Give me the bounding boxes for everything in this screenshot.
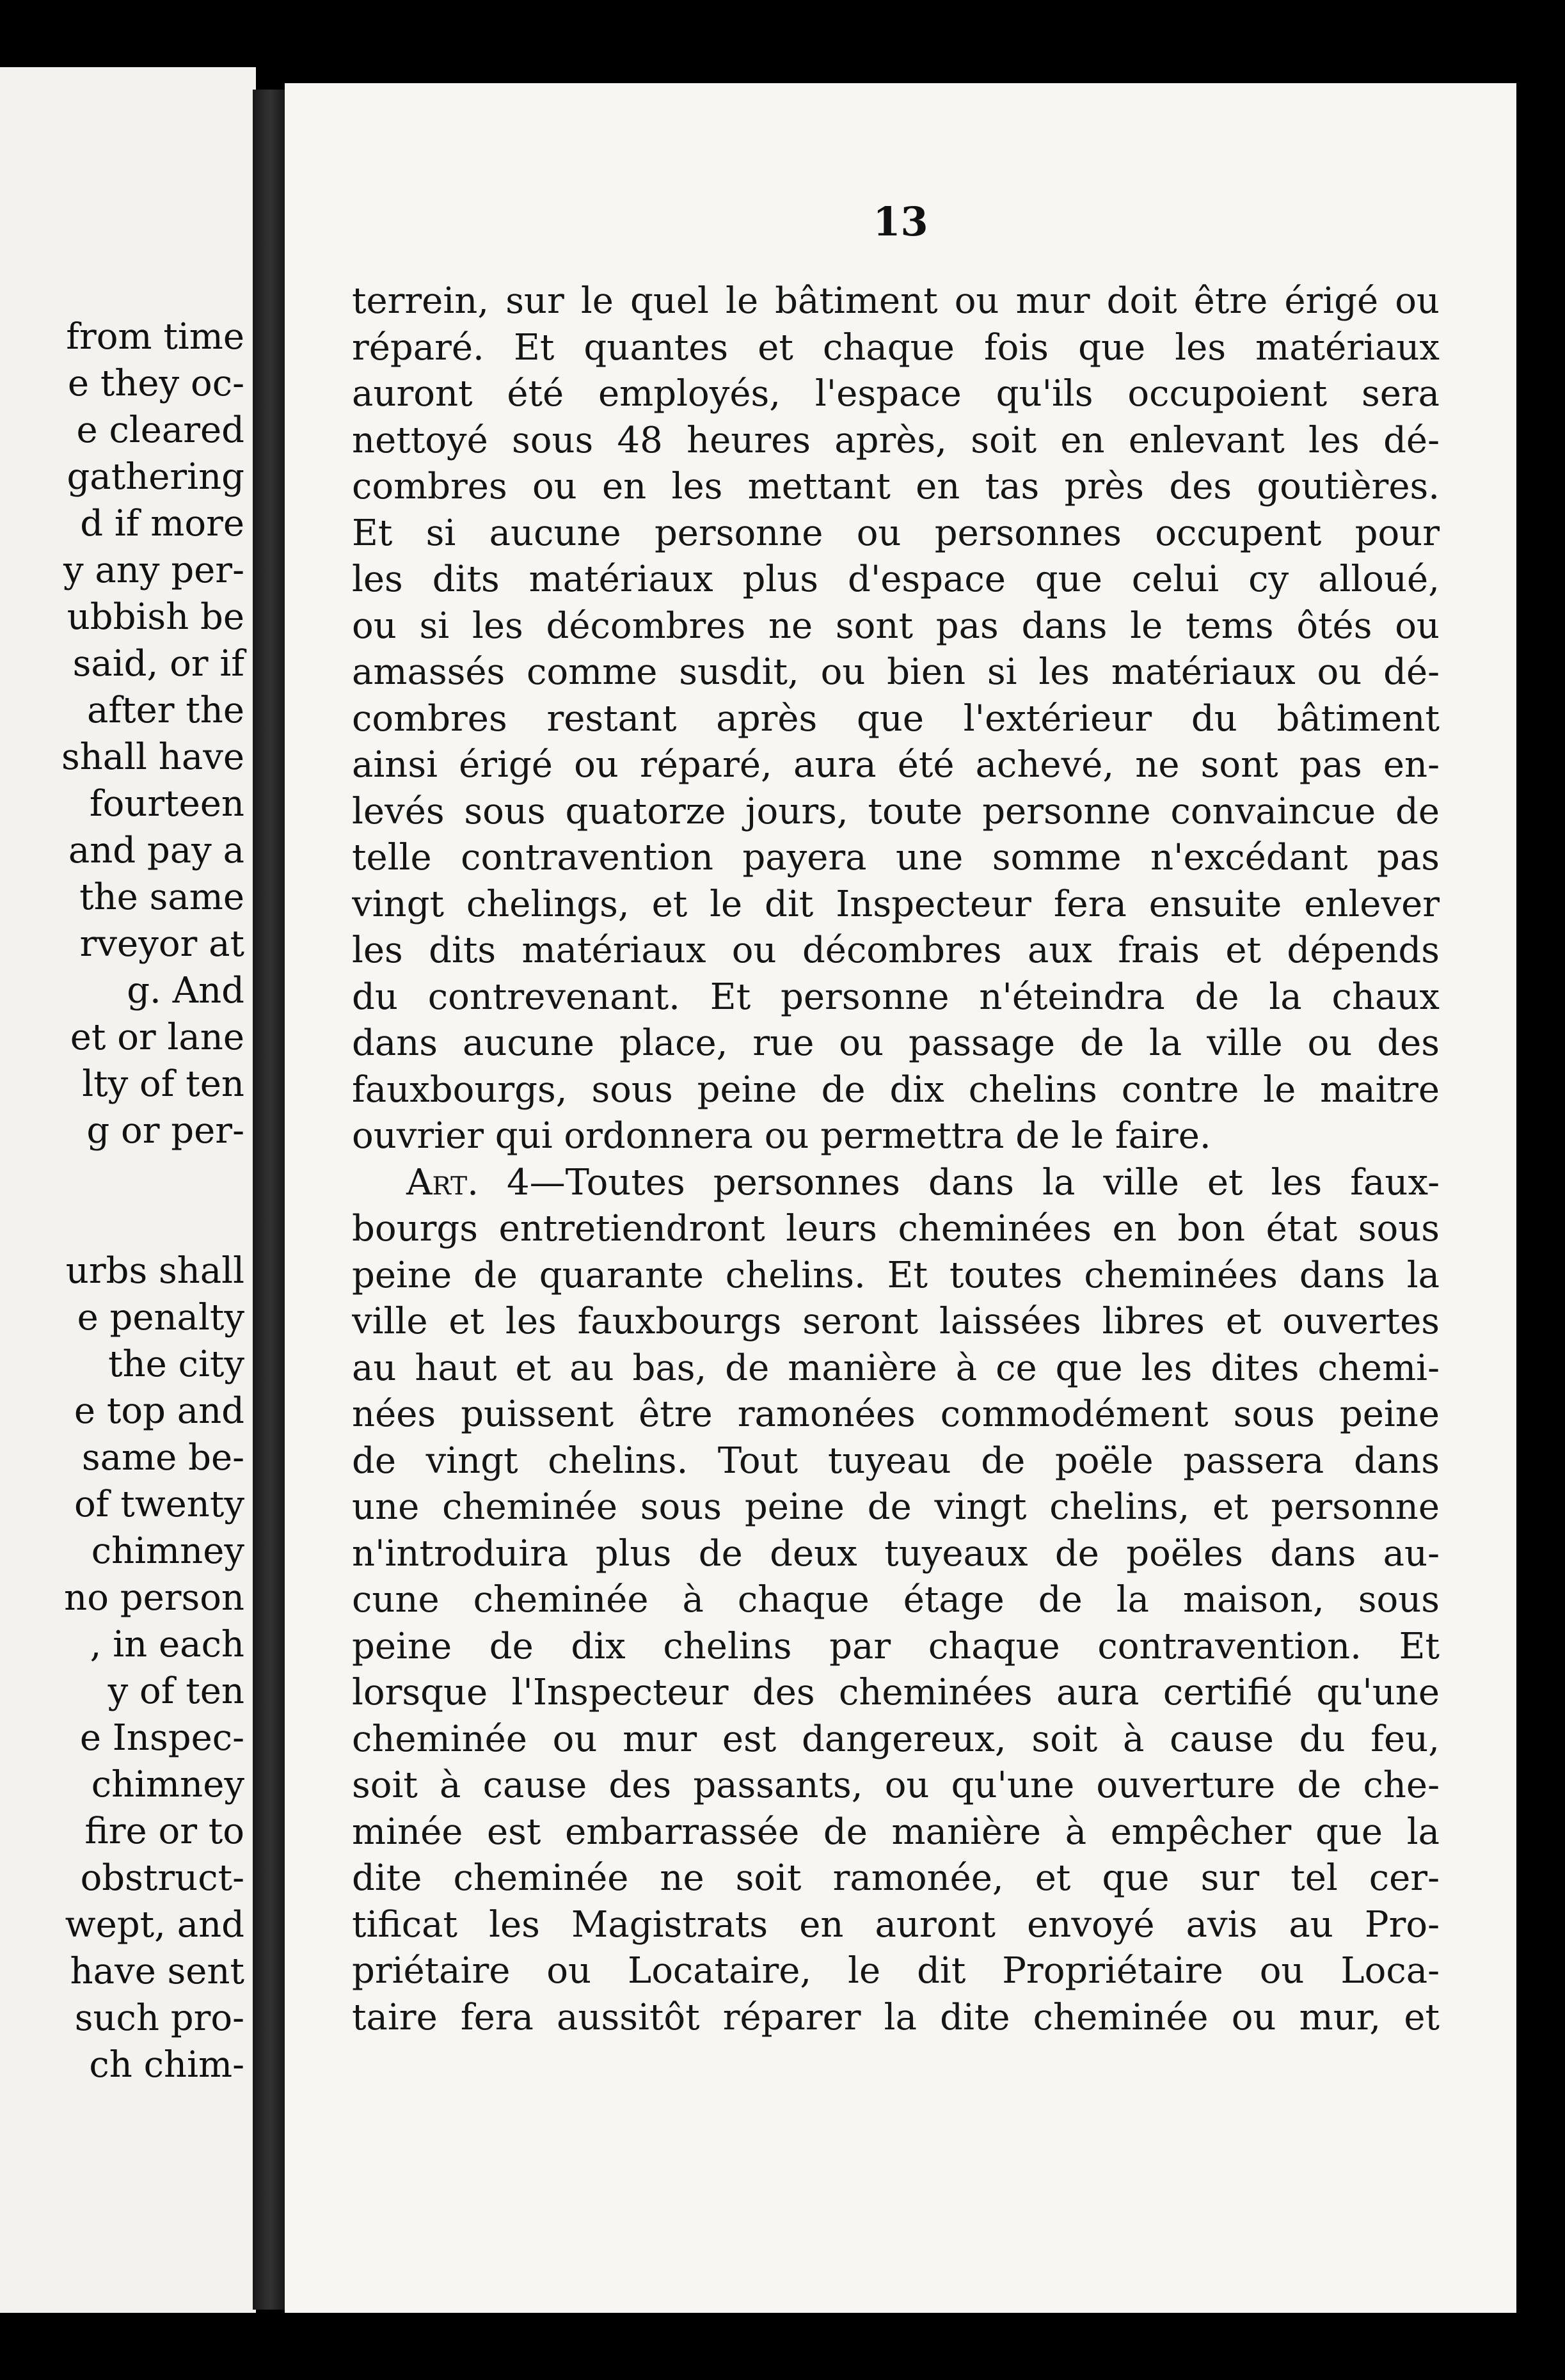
left-line: the city bbox=[108, 1344, 244, 1385]
text-line: de vingt chelins. Tout tuyeau de poële passera dans bbox=[352, 1440, 1440, 1482]
left-line: shall have bbox=[61, 736, 244, 778]
left-line: et or lane bbox=[70, 1017, 244, 1058]
text-line: combres ou en les mettant en tas près des goutières. bbox=[352, 466, 1440, 507]
text-line: levés sous quatorze jours, toute personne convaincue de bbox=[352, 790, 1440, 832]
left-line: ch chim- bbox=[89, 2044, 244, 2086]
text-line: combres restant après que l'extérieur du bâtiment bbox=[352, 697, 1440, 740]
left-line: e top and bbox=[74, 1390, 244, 1432]
text-line: ouvrier qui ordonnera ou permettra de le faire. bbox=[352, 1115, 1211, 1157]
left-line: fire or to bbox=[84, 1811, 244, 1852]
text-line: peine de quarante chelins. Et toutes cheminées dans la bbox=[352, 1254, 1440, 1296]
text-line: ainsi érigé ou réparé, aura été achevé, ne sont pas en- bbox=[352, 744, 1440, 786]
left-page-fragment bbox=[0, 67, 256, 2313]
text-line: bourgs entretiendront leurs cheminées en bon état sous bbox=[352, 1208, 1440, 1250]
text-line: peine de dix chelins par chaque contravention. Et bbox=[352, 1625, 1440, 1667]
left-line: said, or if bbox=[72, 643, 244, 685]
left-line: y of ten bbox=[107, 1670, 244, 1712]
text-line: lorsque l'Inspecteur des cheminées aura certifié qu'une bbox=[352, 1672, 1440, 1713]
left-line: rveyor at bbox=[79, 923, 244, 965]
left-line: chimney bbox=[91, 1764, 244, 1805]
text-line: réparé. Et quantes et chaque fois que les matériaux bbox=[352, 326, 1440, 369]
left-line: obstruct- bbox=[80, 1857, 244, 1899]
text-line: cune cheminée à chaque étage de la maison, sous bbox=[352, 1579, 1440, 1621]
text-line: ou si les décombres ne sont pas dans le tems ôtés ou bbox=[352, 605, 1440, 647]
text-line: taire fera aussitôt réparer la dite cheminée ou mur, et bbox=[352, 1996, 1440, 2038]
left-line: e cleared bbox=[76, 409, 244, 451]
left-line: y any per- bbox=[63, 550, 244, 591]
left-line: , in each bbox=[90, 1624, 244, 1665]
left-line: chimney bbox=[91, 1530, 244, 1572]
left-line: ubbish be bbox=[67, 596, 244, 638]
text-line: vingt chelings, et le dit Inspecteur fera ensuite enlever bbox=[352, 883, 1440, 925]
left-blank-line bbox=[61, 1154, 244, 1248]
left-line: e Inspec- bbox=[79, 1717, 244, 1759]
article-4-heading-line bbox=[352, 1160, 1440, 1207]
text-line: priétaire ou Locataire, le dit Propriétaire ou Loca- bbox=[352, 1950, 1440, 1992]
left-line: fourteen bbox=[89, 783, 244, 825]
text-line: terrein, sur le quel le bâtiment ou mur doit être érigé ou bbox=[352, 280, 1440, 322]
text-line: nées puissent être ramonées commodément sous peine bbox=[352, 1393, 1440, 1435]
text-line: soit à cause des passants, ou qu'une ouverture de che- bbox=[352, 1765, 1440, 1806]
text-line: telle contravention payera une somme n'excédant pas bbox=[352, 837, 1440, 878]
left-line: gathering bbox=[67, 456, 244, 498]
text-line: cheminée ou mur est dangereux, soit à cause du feu, bbox=[352, 1718, 1440, 1760]
left-line: urbs shall bbox=[65, 1250, 244, 1292]
left-line: e they oc- bbox=[67, 363, 244, 404]
left-line: same be- bbox=[81, 1437, 244, 1479]
left-line: and pay a bbox=[68, 830, 244, 871]
left-line: after the bbox=[86, 690, 244, 731]
left-line: from time bbox=[66, 316, 244, 358]
text-line: une cheminée sous peine de vingt chelins, et personne bbox=[352, 1486, 1440, 1528]
text-line: n'introduira plus de deux tuyeaux de poëles dans au- bbox=[352, 1532, 1440, 1575]
left-line: d if more bbox=[80, 503, 244, 544]
left-line: g. And bbox=[127, 970, 244, 1012]
left-line: g or per- bbox=[86, 1110, 244, 1152]
left-line: no person bbox=[64, 1577, 244, 1619]
text-line: les dits matériaux ou décombres aux frais et dépends bbox=[352, 930, 1440, 971]
text-line: dans aucune place, rue ou passage de la ville ou des bbox=[352, 1022, 1440, 1064]
page-body-text bbox=[352, 278, 1440, 2041]
left-page-text bbox=[61, 313, 244, 2088]
text-line: du contrevenant. Et personne n'éteindra de la chaux bbox=[352, 976, 1440, 1018]
text-line: ville et les fauxbourgs seront laissées libres et ouvertes bbox=[352, 1301, 1440, 1342]
article-label: Art. bbox=[406, 1161, 479, 1203]
text-line: nettoyé sous 48 heures après, soit en enlevant les dé- bbox=[352, 419, 1440, 461]
left-line: lty of ten bbox=[82, 1063, 244, 1105]
left-line: such pro- bbox=[74, 1997, 244, 2039]
text-line: les dits matériaux plus d'espace que celui cy alloué, bbox=[352, 559, 1440, 600]
text-line: Et si aucune personne ou personnes occupent pour bbox=[352, 512, 1440, 554]
page-number: 13 bbox=[873, 198, 928, 245]
left-line: of twenty bbox=[74, 1484, 244, 1525]
text-line: amassés comme susdit, ou bien si les matériaux ou dé- bbox=[352, 651, 1440, 693]
binding-gutter bbox=[253, 90, 288, 2310]
text-line: minée est embarrassée de manière à empêcher que la bbox=[352, 1811, 1440, 1853]
text-line: dite cheminée ne soit ramonée, et que sur tel cer- bbox=[352, 1857, 1440, 1899]
text-line: tificat les Magistrats en auront envoyé avis au Pro- bbox=[352, 1903, 1440, 1946]
text-line: auront été employés, l'espace qu'ils occupoient sera bbox=[352, 373, 1440, 415]
left-line: the same bbox=[79, 877, 244, 918]
text-line: au haut et au bas, de manière à ce que les dites chemi- bbox=[352, 1347, 1440, 1389]
article-first-line: 4—Toutes personnes dans la ville et les faux- bbox=[478, 1161, 1440, 1203]
left-line: e penalty bbox=[77, 1297, 244, 1338]
left-line: have sent bbox=[70, 1951, 244, 1992]
right-page bbox=[285, 83, 1516, 2313]
left-line: wept, and bbox=[65, 1904, 244, 1946]
text-line: fauxbourgs, sous peine de dix chelins contre le maitre bbox=[352, 1068, 1440, 1111]
